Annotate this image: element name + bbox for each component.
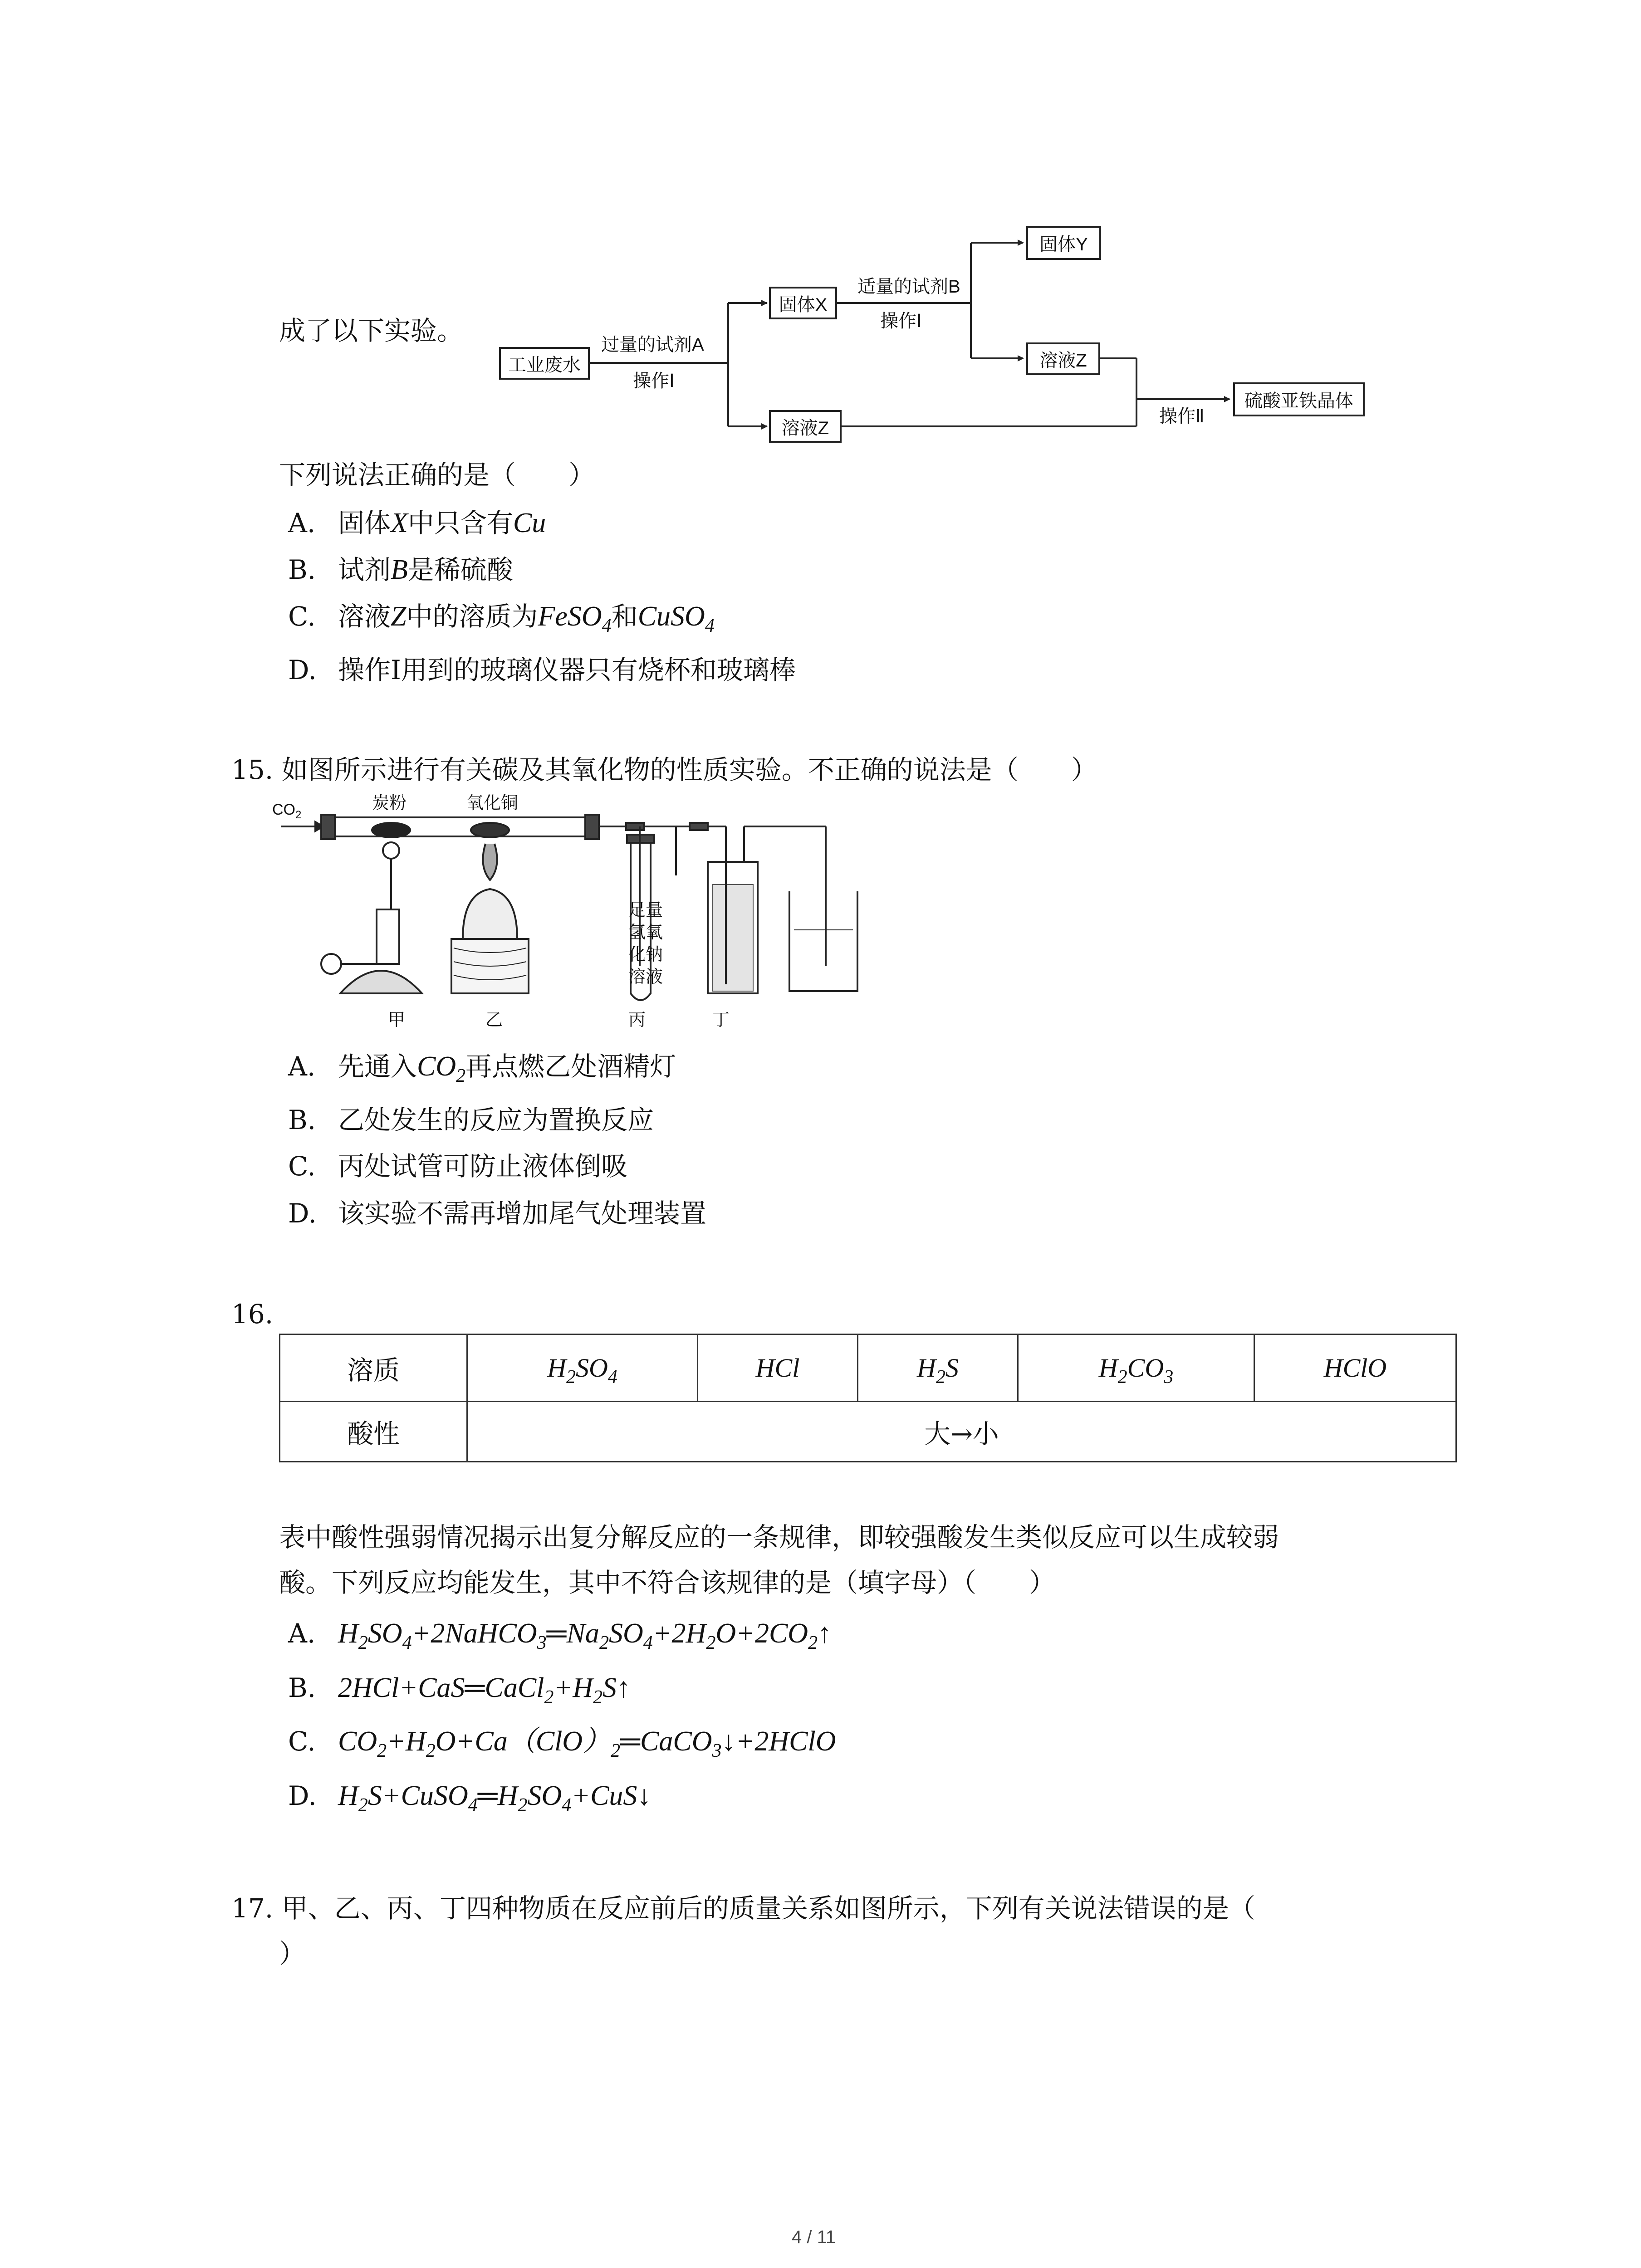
flow-solution-z-lower-box: 溶液Z (769, 410, 842, 443)
table-cell-h2s: $H_2S$ (858, 1334, 1018, 1402)
q15-option-b: B. 乙处发生的反应为置换反应 (288, 1105, 654, 1135)
q15-apparatus-figure (272, 794, 862, 1048)
q16-desc-line1: 表中酸性强弱情况揭示出复分解反应的一条规律，即较强酸发生类似反应可以生成较弱 (279, 1522, 1279, 1553)
q14-flowchart-lines (0, 0, 1641, 454)
q15-option-a: A. 先通入$CO_2$再点燃乙处酒精灯 (288, 1051, 676, 1086)
q14-question: 下列说法正确的是（ ） (279, 459, 595, 490)
apparatus-naoh-line-4: 溶液 (628, 968, 663, 987)
apparatus-ding-label: 丁 (712, 1011, 730, 1030)
table-cell-h2so4: $H_2SO_4$ (467, 1334, 698, 1402)
apparatus-carbon-label: 炭粉 (372, 794, 407, 813)
q15-option-d: D. 该实验不需再增加尾气处理装置 (288, 1198, 707, 1229)
q17-line1: 17. 甲、乙、丙、丁四种物质在反应前后的质量关系如图所示，下列有关说法错误的是（ (231, 1893, 1255, 1924)
q15-stem: 15. 如图所示进行有关碳及其氧化物的性质实验。不正确的说法是（ ） (231, 754, 1097, 785)
flow-solution-z-upper-box: 溶液Z (1026, 342, 1100, 375)
q14-option-a: A. 固体X中只含有Cu (288, 508, 546, 538)
flow-reagent-b-label: 适量的试剂B (857, 277, 960, 297)
flow-solid-x-box: 固体X (769, 287, 837, 319)
q16-acidity-table (279, 1334, 1457, 1462)
table-cell-h2co3: $H_2CO_3$ (1018, 1334, 1254, 1402)
q16-option-b: B. $2HCl+CaS═CaCl_2+H_2S↑$ (288, 1672, 631, 1708)
q14-intro: 成了以下实验。 (279, 315, 464, 346)
apparatus-naoh-line-2: 氢氧 (628, 923, 663, 942)
flow-solid-y-box: 固体Y (1026, 226, 1101, 260)
flow-op1-a-label: 操作Ⅰ (633, 371, 675, 391)
q16-option-a: A. $H_2SO_4+2NaHCO_3═Na_2SO_4+2H_2O+2CO_2↑$ (288, 1618, 832, 1653)
q16-desc-line2: 酸。下列反应均能发生，其中不符合该规律的是（填字母）（ ） (279, 1567, 1056, 1598)
apparatus-naoh-line-3: 化钠 (628, 945, 663, 964)
apparatus-copper-oxide-label: 氧化铜 (466, 794, 519, 813)
apparatus-bing-label: 丙 (628, 1011, 646, 1030)
q14-option-c: C. 溶液Z中的溶质为FeSO$_4$和CuSO$_4$ (288, 601, 715, 636)
q15-option-c: C. 丙处试管可防止液体倒吸 (288, 1151, 628, 1182)
apparatus-yi-label: 乙 (485, 1011, 503, 1030)
table-cell-hclo: HClO (1254, 1334, 1456, 1402)
page-number: 4 / 11 (792, 2227, 836, 2247)
q16-option-c: C. $CO_2+H_2O+Ca(ClO)_2═CaCO_3↓+2HClO$ (288, 1726, 836, 1761)
q16-option-d: D. $H_2S+CuSO_4═H_2SO_4+CuS↓$ (288, 1780, 652, 1816)
q14-option-b: B. 试剂B是稀硫酸 (288, 554, 513, 585)
flow-reagent-a-label: 过量的试剂A (601, 335, 704, 355)
table-header-acidity: 酸性 (280, 1402, 467, 1462)
flow-product-box: 硫酸亚铁晶体 (1233, 382, 1365, 416)
q14-option-d: D. 操作Ⅰ用到的玻璃仪器只有烧杯和玻璃棒 (288, 655, 796, 685)
apparatus-co2-label: $CO_2$ (272, 801, 302, 821)
flow-op1-b-label: 操作Ⅰ (880, 311, 922, 331)
apparatus-jia-label: 甲 (388, 1011, 406, 1030)
q17-line2: ） (279, 1938, 306, 1969)
table-cell-acidity-trend: 大→小 (467, 1402, 1456, 1462)
q16-number: 16. (231, 1299, 274, 1330)
apparatus-naoh-line-1: 足量 (628, 901, 663, 920)
table-cell-hcl: HCl (698, 1334, 858, 1402)
flow-start-box: 工业废水 (499, 347, 590, 380)
flow-op2-label: 操作Ⅱ (1159, 406, 1205, 426)
table-header-solute: 溶质 (280, 1334, 467, 1402)
